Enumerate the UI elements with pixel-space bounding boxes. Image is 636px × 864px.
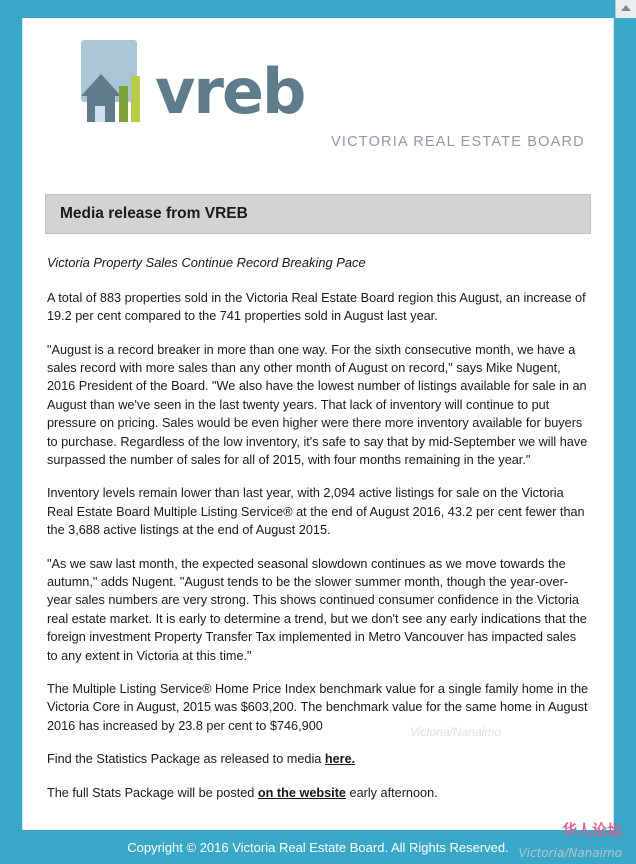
article-paragraph-4: "As we saw last month, the expected seasonal slowdown continues as we move towards the autumn," adds Nugent. "August tends to be the slower summer month, though the year-over-year sales numbers are very strong. This shows continued consumer confidence in the Victoria real estate market. It is early to determine a trend, but we don't see any early indications that the foreign investment Property Transfer Tax implemented in Metro Vancouver has impacted sales to any extent in Victoria at this time." (47, 556, 587, 663)
right-teal-margin (614, 18, 636, 864)
statistics-package-line (47, 750, 589, 768)
triangle-up-icon[interactable] (621, 5, 631, 11)
brand-wordmark: vreb (155, 55, 305, 129)
vreb-house-logo-icon (75, 40, 305, 129)
statistics-package-link[interactable]: here. (324, 752, 356, 767)
statistics-package-text: Find the Statistics Package as released to media (47, 752, 325, 767)
document-content (22, 18, 614, 864)
full-stats-text-suffix: early afternoon. (346, 785, 438, 800)
full-stats-website-link[interactable]: on the website (257, 785, 346, 800)
article-paragraph-1: A total of 883 properties sold in the Victoria Real Estate Board region this August, an increase of 19.2 per cent compared to the 741 properties sold in August last year. (47, 290, 586, 324)
top-teal-bar (0, 0, 636, 18)
site-watermark: Victoria/Nanaimo (518, 846, 622, 860)
article-paragraph-2: "August is a record breaker in more than one way. For the sixth consecutive month, we have a sales record with more sales than any other month of August on record," says Mike Nugent, 2016 President of the Board. "We also have the lowest number of listings available for sale in an August than we've seen in the last twenty years. That lack of inventory will continue to put pressure on pricing. Sales would be even higher were there more inventory available for buyers to purchase. Regardless of the low inventory, it's safe to say that by mid-September we will have surpassed the number of sales for all of 2015, with four months remaining in the year." (47, 342, 588, 467)
article-paragraph-3: Inventory levels remain lower than last year, with 2,094 active listings for sale on the Victoria Real Estate Board Multiple Listing Service® at the end of August 2016, 43.2 per cent fewer than the 3,688 active listings at the end of August 2015. (47, 486, 585, 538)
board-name: VICTORIA REAL ESTATE BOARD (331, 134, 585, 150)
article-paragraph-5: The Multiple Listing Service® Home Price Index benchmark value for a single family home in the Victoria Core in August, 2015 was $603,200. The benchmark value for the same home in August 2016 has increased by 23.8 per cent to $746,900 (47, 682, 589, 733)
forum-watermark: 华人论坛 (561, 821, 622, 839)
article-body (23, 234, 613, 802)
full-stats-line (47, 784, 589, 802)
left-teal-margin (0, 18, 22, 864)
faint-watermark: Victoria/Nanaimo (409, 725, 501, 739)
media-release-heading: Media release from VREB (45, 194, 591, 234)
footer-copyright: Copyright © 2016 Victoria Real Estate Board. All Rights Reserved. (0, 830, 636, 864)
brand-header (23, 18, 613, 188)
full-stats-text-prefix: The full Stats Package will be posted (47, 785, 258, 800)
article-headline: Victoria Property Sales Continue Record Breaking Pace (47, 255, 366, 270)
scroll-up-control[interactable] (615, 0, 636, 18)
